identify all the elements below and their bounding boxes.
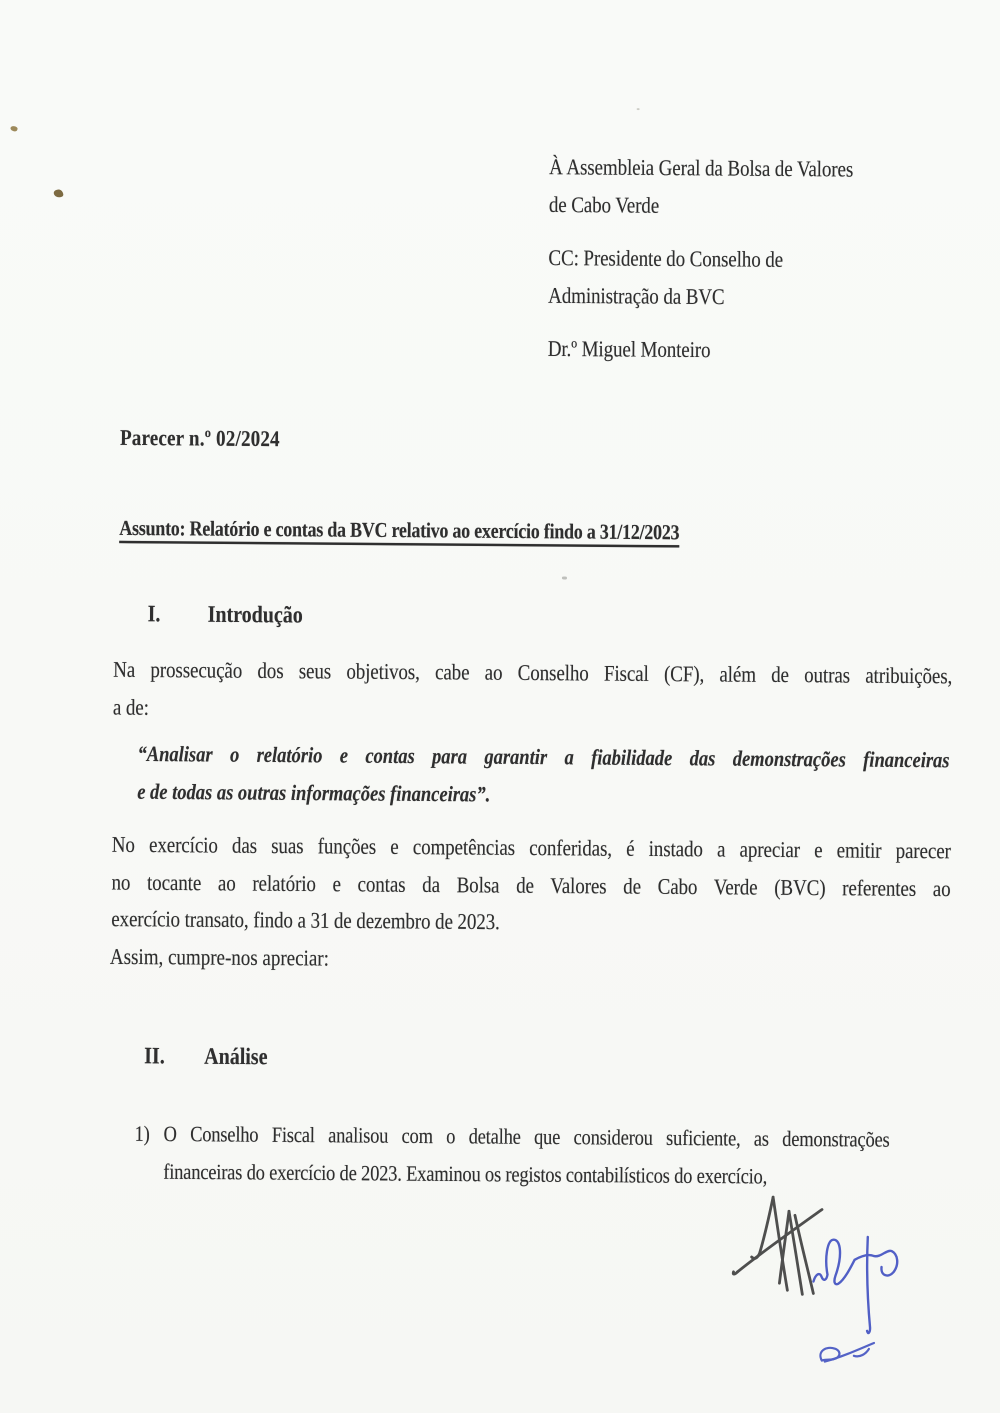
paper-speck bbox=[10, 125, 18, 132]
paper-speck bbox=[637, 108, 640, 110]
text-line: financeiras do exercício de 2023. Examinou os registos contabilísticos do exercício, bbox=[163, 1160, 768, 1189]
section-title: Análise bbox=[204, 1043, 268, 1071]
recipient-address bbox=[549, 149, 922, 226]
pen-scribble bbox=[820, 1343, 874, 1362]
text-line: Dr.º Miguel Monteiro bbox=[547, 336, 711, 364]
section-numeral: I. bbox=[147, 601, 161, 628]
text-line: exercício transato, findo a 31 de dezembro de 2023. bbox=[111, 907, 500, 936]
paper-speck bbox=[562, 576, 567, 579]
text-line: No exercício das suas funções e competências conferidas, é instado a apreciar e emitir parecer bbox=[111, 832, 951, 865]
section-title: Introdução bbox=[207, 601, 303, 629]
paragraph-mandate bbox=[111, 827, 951, 945]
text-line: a de: bbox=[112, 695, 149, 721]
list-item-text bbox=[163, 1117, 890, 1197]
paper-speck bbox=[53, 189, 64, 199]
section-heading-analise bbox=[144, 1043, 268, 1071]
text-line: no tocante ao relatório e contas da Bolsa de Valores de Cabo Verde (BVC) referentes ao bbox=[111, 870, 951, 902]
recipient-block bbox=[548, 149, 922, 371]
paragraph-intro bbox=[113, 652, 953, 733]
pencil-signature bbox=[733, 1197, 822, 1295]
text-line: de Cabo Verde bbox=[548, 192, 660, 219]
paragraph-transition: Assim, cumpre-nos apreciar: bbox=[109, 944, 330, 972]
text-line: e de todas as outras informações financeiras”. bbox=[137, 780, 491, 808]
subject-line: Assunto: Relatório e contas da BVC relativo ao exercício findo a 31/12/2023 bbox=[119, 516, 680, 545]
list-item-marker: 1) bbox=[134, 1123, 150, 1147]
pen-signature bbox=[813, 1236, 897, 1333]
recipient-attention bbox=[548, 331, 920, 371]
section-numeral: II. bbox=[144, 1043, 165, 1070]
text-line: O Conselho Fiscal analisou com o detalhe que considerou suficiente, as demonstrações bbox=[163, 1123, 890, 1153]
recipient-cc bbox=[548, 240, 921, 317]
handwritten-signature bbox=[730, 1187, 921, 1378]
text-line: Na prossecução dos seus objetivos, cabe ao Conselho Fiscal (CF), além de outras atribuições, bbox=[113, 657, 953, 690]
blockquote-mandato bbox=[137, 736, 950, 818]
list-item-1 bbox=[134, 1117, 895, 1197]
reference-number: Parecer n.º 02/2024 bbox=[119, 426, 280, 453]
text-line: Administração da BVC bbox=[548, 283, 725, 310]
text-line: CC: Presidente do Conselho de bbox=[548, 246, 784, 273]
text-line: “Analisar o relatório e contas para garantir a fiabilidade das demonstrações financeiras bbox=[137, 743, 950, 774]
text-line: À Assembleia Geral da Bolsa de Valores bbox=[549, 155, 854, 183]
section-heading-introducao bbox=[148, 601, 303, 629]
